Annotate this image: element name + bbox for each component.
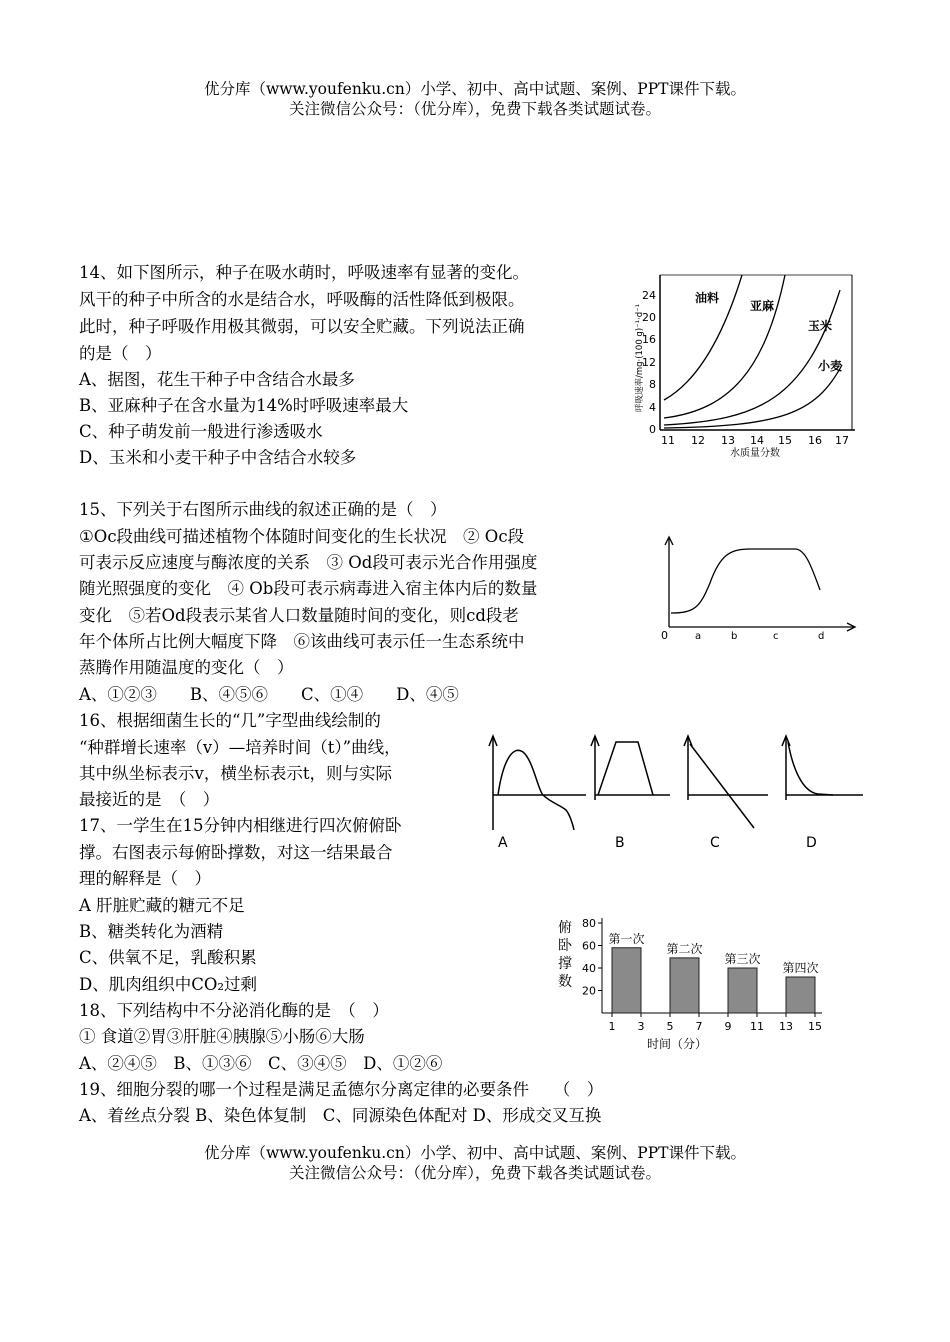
x-tick-label: 11 [750, 1020, 764, 1033]
x-tick-label: 7 [695, 1020, 703, 1033]
panel-label: A [498, 835, 508, 851]
q17-option: C、供氧不足，乳酸积累 [79, 948, 257, 967]
wheat-curve [664, 365, 842, 428]
x-tick-label: 15 [808, 1020, 822, 1033]
x-tick: 17 [835, 434, 849, 447]
q15-line: 随光照强度的变化 ④ Ob段可表示病毒进入宿主体内后的数量 [79, 579, 538, 598]
q14-line: 14、如下图所示，种子在吸水萌时，呼吸速率有显著的变化。 [79, 263, 529, 282]
q19-line: 19、细胞分裂的哪一个过程是满足孟德尔分离定律的必要条件 （ ） [79, 1080, 604, 1099]
q14-option: C、种子萌发前一般进行渗透吸水 [79, 422, 323, 441]
q16-line: 16、根据细菌生长的“几”字型曲线绘制的 [79, 711, 381, 730]
q15-line: ①Oc段曲线可描述植物个体随时间变化的生长状况 ② Oc段 [79, 527, 525, 546]
panel-label: D [806, 835, 817, 851]
x-tick: c [773, 631, 779, 642]
x-tick: a [695, 631, 702, 642]
q18-line: ① 食道②胃③肝脏④胰腺⑤小肠⑥大肠 [79, 1027, 365, 1046]
growth-curve [671, 549, 820, 613]
panel-label: C [710, 835, 720, 851]
y-tick-label: 20 [582, 984, 596, 998]
y-tick: 24 [642, 289, 656, 302]
q18-options: A、②④⑤ B、①③⑥ C、③④⑤ D、①②⑥ [79, 1054, 443, 1073]
q16-line: “种群增长速率（v）—培养时间（t）”曲线， [79, 738, 401, 757]
x-tick-label: 9 [724, 1020, 732, 1033]
panel-c [684, 736, 768, 851]
y-tick-label: 40 [582, 962, 596, 975]
q18-line: 18、下列结构中不分泌消化酶的是 （ ） [79, 1001, 389, 1020]
q17-line: 理的解释是（ ） [79, 869, 211, 888]
y-label-char: 卧 [558, 938, 572, 954]
q15-line: 15、下列关于右图所示曲线的叙述正确的是（ ） [79, 500, 447, 519]
y-label-char: 俯 [558, 920, 572, 936]
y-tick: 20 [642, 311, 656, 324]
origin-label: 0 [661, 629, 668, 642]
x-tick: 13 [721, 434, 735, 447]
panel-d [782, 736, 863, 851]
q14-line: 此时，种子呼吸作用极其微弱，可以安全贮藏。下列说法正确 [79, 317, 525, 336]
q16-line: 其中纵坐标表示v，横坐标表示t，则与实际 [79, 764, 392, 783]
q15-line: 变化 ⑤若Od段表示某省人口数量随时间的变化，则cd段老 [79, 606, 519, 625]
x-tick: b [731, 631, 738, 642]
y-axis-label: 呼吸速率/mg·(100 g)⁻¹·d⁻¹ [635, 303, 645, 413]
q14-line: 风干的种子中所含的水是结合水，呼吸酶的活性降低到极限。 [79, 290, 525, 309]
bar [786, 977, 815, 1013]
x-tick: 15 [778, 434, 792, 447]
series-label: 油料 [695, 291, 720, 305]
q19-options: A、着丝点分裂 B、染色体复制 C、同源染色体配对 D、形成交叉互换 [79, 1106, 602, 1125]
y-tick: 12 [642, 356, 656, 369]
q17-pushup-chart [552, 910, 827, 1055]
y-tick-label: 60 [582, 939, 596, 953]
q14-option: D、玉米和小麦干种子中含结合水较多 [79, 448, 357, 467]
q16-panels [488, 730, 868, 855]
q16-line: 最接近的是 （ ） [79, 790, 220, 809]
footer-line-1: 优分库（www.youfenku.cn）小学、初中、高中试题、案例、PPT课件下载。 [203, 1144, 747, 1162]
bar [728, 968, 757, 1013]
y-tick: 16 [642, 333, 656, 346]
q17-option: A 肝脏贮藏的糖元不足 [79, 896, 245, 915]
footer-line-2: 关注微信公众号：（优分库），免费下载各类试题试卷。 [288, 1164, 661, 1182]
q15-line: 可表示反应速度与酶浓度的关系 ③ Od段可表示光合作用强度 [79, 553, 538, 572]
x-tick-label: 5 [666, 1020, 674, 1033]
q15-line: 年个体所占比例大幅度下降 ⑥该曲线可表示任一生态系统中 [79, 632, 525, 651]
x-tick-label: 3 [637, 1020, 645, 1033]
series-label: 小麦 [818, 359, 843, 373]
x-tick: 11 [661, 434, 675, 447]
header-line-1: 优分库（www.youfenku.cn）小学、初中、高中试题、案例、PPT课件下载。 [203, 80, 747, 98]
bar-label: 第三次 [724, 952, 761, 966]
panel-b [591, 736, 670, 851]
panel-label: B [615, 835, 625, 851]
y-tick-label: 80 [582, 917, 596, 930]
y-label-char: 数 [558, 974, 572, 990]
q17-line: 17、一学生在15分钟内相继进行四次俯俯卧 [79, 816, 402, 835]
bar-label: 第四次 [782, 961, 819, 975]
y-tick: 8 [649, 378, 656, 391]
bar [612, 948, 641, 1013]
x-tick: 14 [750, 434, 764, 447]
x-tick: 16 [808, 434, 822, 447]
panel-a [489, 736, 586, 851]
x-axis-label: 时间（分） [646, 1037, 708, 1051]
q17-option: D、肌肉组织中CO₂过剩 [79, 975, 257, 994]
q15-options: A、①②③ B、④⑤⑥ C、①④ D、④⑤ [79, 685, 459, 704]
y-tick: 4 [649, 401, 656, 414]
series-label: 亚麻 [750, 299, 775, 313]
q14-option: B、亚麻种子在含水量为14%时呼吸速率最大 [79, 396, 409, 415]
flax-curve [664, 275, 785, 418]
y-label-char: 撑 [558, 956, 572, 972]
x-axis-label: 水质量分数 [730, 448, 780, 459]
x-tick: d [818, 631, 825, 642]
x-tick-label: 13 [779, 1020, 793, 1033]
q15-curve-chart [655, 535, 860, 650]
series-label: 玉米 [808, 319, 833, 333]
x-tick-label: 1 [608, 1020, 616, 1033]
q14-line: 的是（ ） [79, 344, 162, 363]
x-tick: 12 [691, 434, 705, 447]
y-tick: 0 [649, 423, 656, 436]
q17-line: 撑。右图表示每俯卧撑数，对这一结果最合 [79, 843, 393, 862]
bar [670, 958, 699, 1013]
q15-line: 蒸腾作用随温度的变化（ ） [79, 658, 294, 677]
bar-label: 第一次 [608, 931, 645, 946]
bar-label: 第二次 [666, 941, 703, 956]
q14-option: A、据图，花生干种子中含结合水最多 [79, 370, 355, 389]
q14-respiration-chart [630, 270, 860, 460]
q17-option: B、糖类转化为酒精 [79, 922, 224, 941]
header-line-2: 关注微信公众号：（优分库），免费下载各类试题试卷。 [288, 100, 661, 118]
